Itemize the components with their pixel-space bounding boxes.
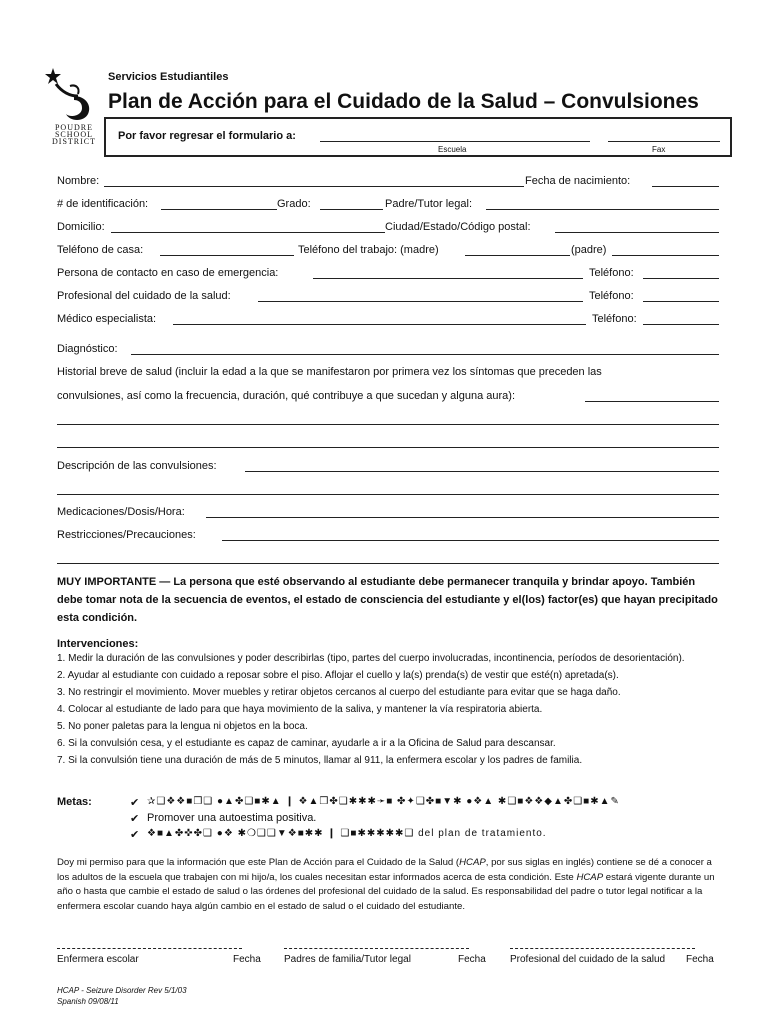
return-label: Por favor regresar el formulario a:: [118, 130, 296, 142]
diagnosis-label: Diagnóstico:: [57, 343, 118, 355]
address-field[interactable]: [111, 232, 385, 233]
logo-text: POUDRE SCHOOL DISTRICT: [52, 123, 96, 146]
provider-phone-label: Teléfono:: [589, 290, 634, 302]
intervention-item: 5. No poner paletas para la lengua ni objetos en la boca.: [57, 721, 308, 732]
parent-signature-line[interactable]: [284, 948, 469, 949]
description-field-2[interactable]: [57, 494, 719, 495]
city-label: Ciudad/Estado/Código postal:: [385, 221, 531, 233]
id-label: # de identificación:: [57, 198, 149, 210]
specialist-field[interactable]: [173, 324, 586, 325]
history-field-2[interactable]: [57, 424, 719, 425]
important-note: MUY IMPORTANTE — La persona que esté observando al estudiante debe permanecer tranquila y brindar apoyo. También debe tomar nota de la secuencia de eventos, el estado de consciencia del estudiante y el(los) factor(es) que hayan precipitado esta condición.: [57, 576, 718, 624]
nurse-signature-line[interactable]: [57, 948, 242, 949]
father-phone-field[interactable]: [612, 255, 719, 256]
specialist-phone-field[interactable]: [643, 324, 719, 325]
parent-field[interactable]: [486, 209, 719, 210]
provider-label: Profesional del cuidado de la salud:: [57, 290, 231, 302]
address-label: Domicilio:: [57, 221, 105, 233]
interventions-list: [57, 652, 737, 771]
fax-field[interactable]: [608, 141, 720, 142]
city-field[interactable]: [555, 232, 719, 233]
dob-label: Fecha de nacimiento:: [525, 175, 631, 187]
medications-label: Medicaciones/Dosis/Hora:: [57, 506, 185, 518]
emergency-field[interactable]: [313, 278, 583, 279]
intervention-item: 2. Ayudar al estudiante con cuidado a reposar sobre el piso. Aflojar el cuello y la(s) prenda(s) de vestir que esté(n) apretada(s).: [57, 670, 619, 681]
check-icon: ✔: [130, 797, 140, 809]
school-field[interactable]: [320, 141, 590, 142]
intervention-item: 7. Si la convulsión tiene una duración de más de 5 minutos, llamar al 911, la enfermera escolar y los padres de familia.: [57, 755, 583, 766]
page-title: Plan de Acción para el Cuidado de la Salud – Convulsiones: [108, 90, 699, 113]
check-icon: ✔: [130, 813, 140, 825]
medications-field[interactable]: [206, 517, 719, 518]
home-phone-label: Teléfono de casa:: [57, 244, 144, 256]
emergency-phone-field[interactable]: [643, 278, 719, 279]
provider-phone-field[interactable]: [643, 301, 719, 302]
intervention-item: 1. Medir la duración de las convulsiones y poder describirlas (tipo, partes del cuerpo involucradas, incontinencia, períodos de desorientación).: [57, 653, 685, 664]
home-phone-field[interactable]: [160, 255, 294, 256]
footer: [57, 985, 187, 1007]
work-phone-label: Teléfono del trabajo: (madre): [298, 244, 439, 256]
restrictions-label: Restricciones/Precauciones:: [57, 529, 196, 541]
history-field-1[interactable]: [585, 401, 719, 402]
goals-heading: Metas:: [57, 796, 92, 808]
footer-language: Spanish 09/08/11: [57, 997, 119, 1006]
goal-item: ✰❑❖❖■❒❑ ●▲✤❑■✱▲ ❙ ❖▲❒✤❑✱✱✱➛■ ✤✦❑✤■▼✱ ●❖▲ ✱❑■❖❖◆▲✤❑■✱▲✎: [147, 796, 620, 807]
diagnosis-field[interactable]: [131, 354, 719, 355]
provider-signature-label: Profesional del cuidado de la salud: [510, 954, 666, 965]
emergency-label: Persona de contacto en caso de emergencia:: [57, 267, 279, 279]
history-label-1: Historial breve de salud (incluir la edad a la que se manifestaron por primera vez los síntomas que preceden las: [57, 366, 602, 378]
check-icon: ✔: [130, 829, 140, 841]
description-field-1[interactable]: [245, 471, 719, 472]
footer-revision: HCAP - Seizure Disorder Rev 5/1/03: [57, 986, 187, 995]
intervention-item: 4. Colocar al estudiante de lado para que haya movimiento de la saliva, y mantener la vía respiratoria abierta.: [57, 704, 543, 715]
description-label: Descripción de las convulsiones:: [57, 460, 217, 472]
nurse-date-label: Fecha: [233, 954, 261, 965]
intervention-item: 3. No restringir el movimiento. Mover muebles y retirar objetos cercanos al cuerpo del estudiante para evitar que se haga daño.: [57, 687, 621, 698]
mother-phone-field[interactable]: [465, 255, 570, 256]
restrictions-field-1[interactable]: [222, 540, 719, 541]
restrictions-field-2[interactable]: [57, 563, 719, 564]
intervention-item: 6. Si la convulsión cesa, y el estudiante es capaz de caminar, ayudarle a ir a la Oficina de Salud para descansar.: [57, 738, 556, 749]
goal-item: ❖■▲✤✜✤❑ ●❖ ✱❍❑❑▼❖■✱✱ ❙ ❑■✱✱✱✱✱❑ del plan de tratamiento.: [147, 828, 547, 839]
consent-text: Doy mi permiso para que la información que este Plan de Acción para el Cuidado de la Salud (HCAP, por sus siglas en inglés) contiene se dé a conocer a los adultos de la escuela que trabajen con mi hijo/a, los cuales necesitan estar informados acerca de esta condición. Este HCAP estará vigente durante un año o hasta que cambie el estado de salud o las órdenes del profesional del cuidado de la salud. Es responsabilidad del padre o tutor legal notificar a la enfermera escolar cuando haya algún cambio en el estado de salud o el cuidado del estudiante.: [57, 857, 715, 912]
name-field[interactable]: [104, 186, 524, 187]
department-label: Servicios Estudiantiles: [108, 71, 229, 83]
nurse-label: Enfermera escolar: [57, 954, 139, 965]
goal-item: Promover una autoestima positiva.: [147, 812, 317, 824]
specialist-label: Médico especialista:: [57, 313, 157, 325]
grade-label: Grado:: [277, 198, 311, 210]
provider-signature-line[interactable]: [510, 948, 695, 949]
district-logo: [40, 66, 100, 124]
history-field-3[interactable]: [57, 447, 719, 448]
specialist-phone-label: Teléfono:: [592, 313, 637, 325]
parent-signature-label: Padres de familia/Tutor legal: [284, 954, 411, 965]
grade-field[interactable]: [320, 209, 383, 210]
name-label: Nombre:: [57, 175, 100, 187]
id-field[interactable]: [161, 209, 277, 210]
history-label-2: convulsiones, así como la frecuencia, duración, qué contribuye a que sucedan y alguna aura):: [57, 390, 516, 402]
emergency-phone-label: Teléfono:: [589, 267, 634, 279]
interventions-heading: Intervenciones:: [57, 638, 139, 650]
dob-field[interactable]: [652, 186, 719, 187]
parent-label: Padre/Tutor legal:: [385, 198, 473, 210]
father-label: (padre): [571, 244, 607, 256]
provider-field[interactable]: [258, 301, 583, 302]
fax-caption: Fax: [652, 145, 666, 154]
school-caption: Escuela: [438, 145, 467, 154]
parent-date-label: Fecha: [458, 954, 486, 965]
provider-date-label: Fecha: [686, 954, 714, 965]
